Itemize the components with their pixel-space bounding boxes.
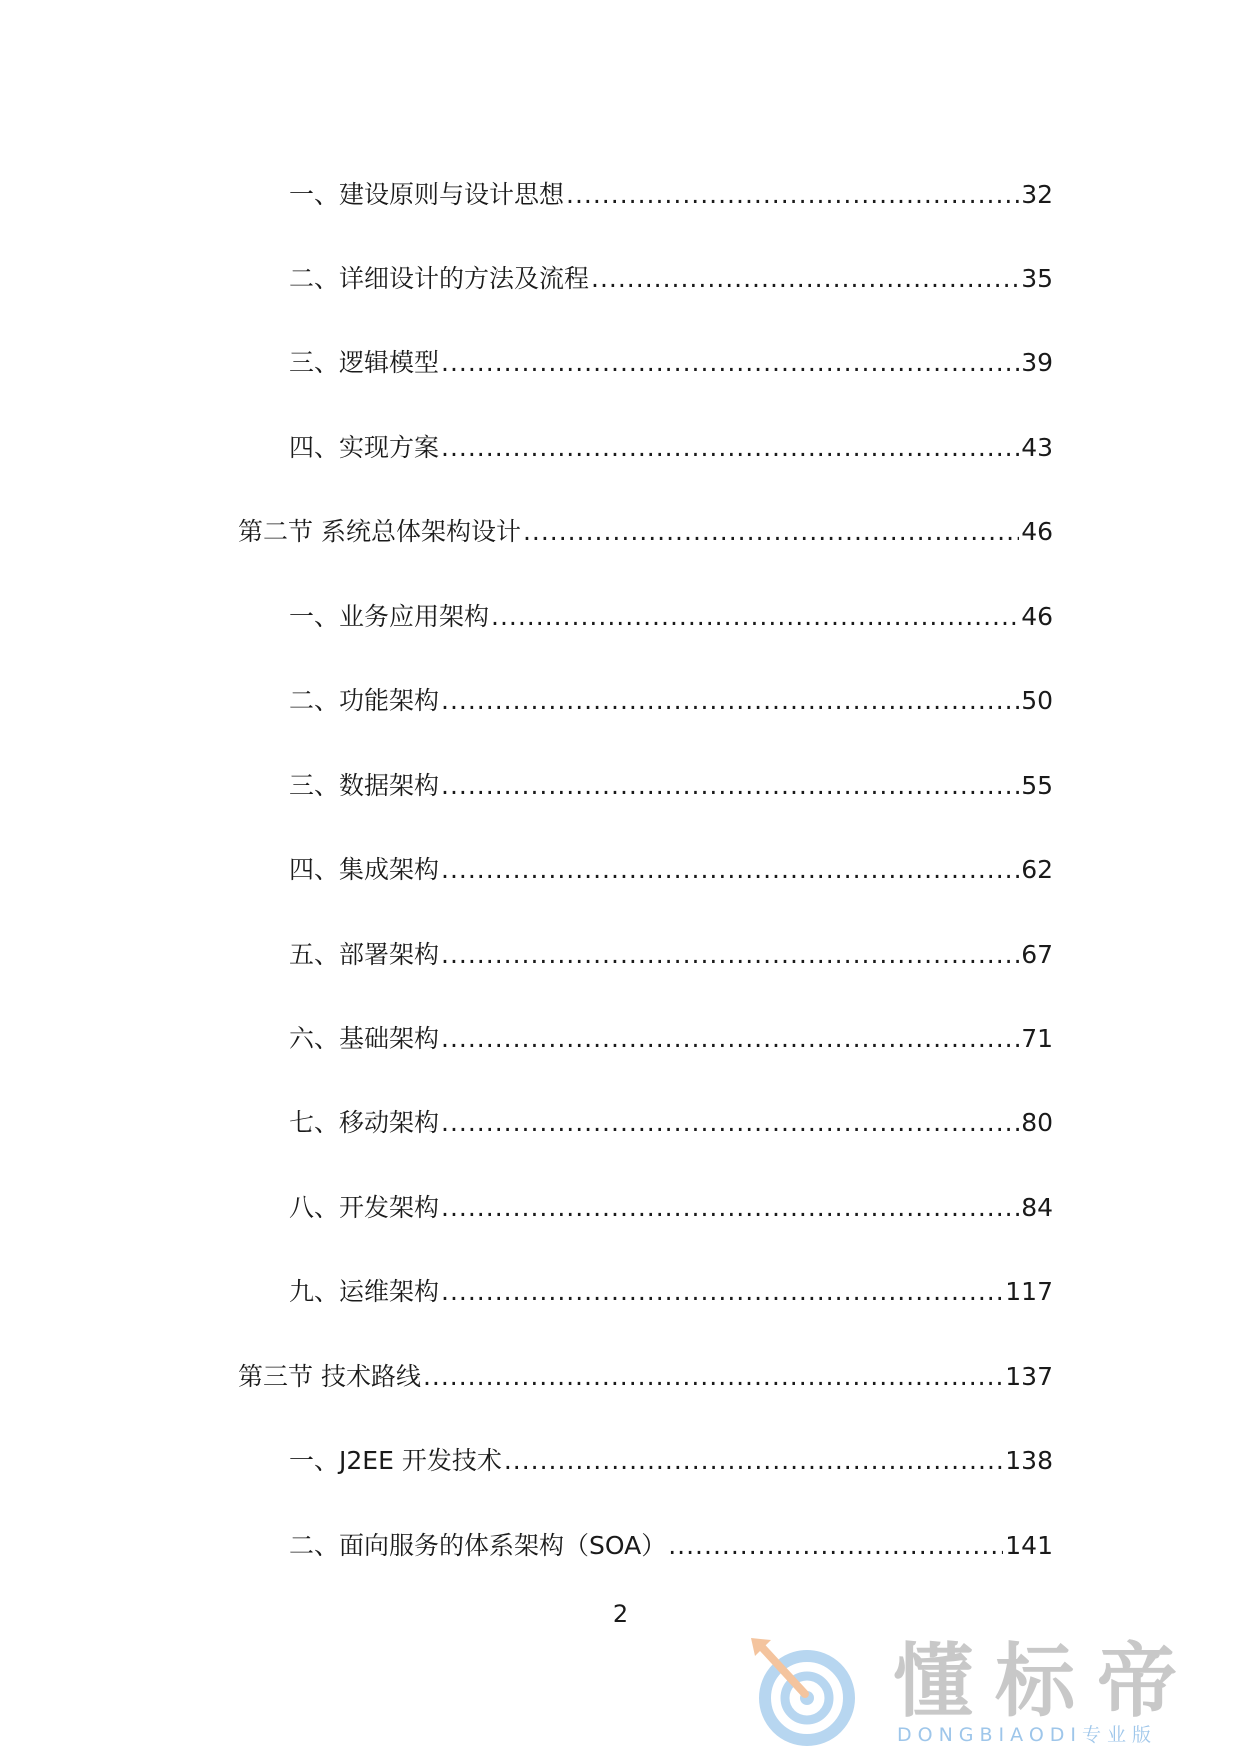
toc-dot-leader (591, 262, 1019, 296)
toc-entry-label: 一、业务应用架构 (289, 602, 490, 631)
toc-dot-leader (441, 1275, 1003, 1309)
toc-dot-leader (441, 1106, 1019, 1140)
toc-entry-label: 九、运维架构 (289, 1277, 440, 1306)
toc-dot-leader (441, 431, 1019, 465)
toc-entry-label: 一、J2EE 开发技术 (289, 1446, 502, 1475)
toc-entry[interactable] (289, 684, 1053, 718)
toc-entry[interactable] (289, 1444, 1053, 1478)
toc-entry-page: 117 (1005, 1277, 1053, 1306)
toc-entry[interactable] (289, 1191, 1053, 1225)
watermark (745, 1636, 1215, 1748)
watermark-title: 懂标帝 (893, 1635, 1199, 1728)
toc-dot-leader (441, 1022, 1019, 1056)
toc-entry-page: 32 (1021, 180, 1053, 209)
toc-entry[interactable] (289, 1529, 1053, 1563)
toc-entry-page: 141 (1005, 1531, 1053, 1560)
target-arrow-icon (745, 1636, 865, 1748)
toc-entry[interactable] (289, 178, 1053, 212)
toc-entry-page: 137 (1005, 1362, 1053, 1391)
toc-entry[interactable] (289, 431, 1053, 465)
toc-entry[interactable] (289, 600, 1053, 634)
toc-entry-label: 三、逻辑模型 (289, 348, 440, 377)
toc-entry-label: 六、基础架构 (289, 1024, 440, 1053)
toc-entry-page: 84 (1021, 1193, 1053, 1222)
toc-entry[interactable] (289, 1106, 1053, 1140)
toc-entry-label: 二、功能架构 (289, 686, 440, 715)
toc-dot-leader (668, 1529, 1003, 1563)
toc-entry-label: 第二节 系统总体架构设计 (238, 517, 521, 546)
toc-entry-label: 四、实现方案 (289, 433, 440, 462)
toc-entry-page: 67 (1021, 940, 1053, 969)
toc-entry-label: 二、详细设计的方法及流程 (289, 264, 590, 293)
toc-entry[interactable] (289, 1022, 1053, 1056)
page-number: 2 (612, 1600, 629, 1628)
toc-entry-page: 39 (1021, 348, 1053, 377)
toc-dot-leader (441, 1191, 1019, 1225)
toc-section-entry[interactable] (238, 1360, 1053, 1394)
toc-dot-leader (441, 346, 1019, 380)
toc-entry-label: 一、建设原则与设计思想 (289, 180, 565, 209)
watermark-subtitle: DONGBIAODI专业版 (897, 1724, 1158, 1746)
toc-dot-leader (441, 684, 1019, 718)
toc-entry-page: 80 (1021, 1108, 1053, 1137)
toc-entry-page: 138 (1005, 1446, 1053, 1475)
toc-entry[interactable] (289, 1275, 1053, 1309)
toc-entry-page: 71 (1021, 1024, 1053, 1053)
toc-entry-label: 五、部署架构 (289, 940, 440, 969)
toc-entry[interactable] (289, 769, 1053, 803)
toc-entry-page: 35 (1021, 264, 1053, 293)
toc-dot-leader (504, 1444, 1003, 1478)
toc-entry-label: 第三节 技术路线 (238, 1362, 421, 1391)
toc-entry-label: 三、数据架构 (289, 771, 440, 800)
toc-entry-page: 46 (1021, 517, 1053, 546)
toc-dot-leader (566, 178, 1019, 212)
toc-dot-leader (441, 938, 1019, 972)
toc-entry-page: 50 (1021, 686, 1053, 715)
toc-entry-page: 43 (1021, 433, 1053, 462)
toc-dot-leader (491, 600, 1019, 634)
toc-section-entry[interactable] (238, 515, 1053, 549)
toc-entry-label: 七、移动架构 (289, 1108, 440, 1137)
toc-entry-label: 二、面向服务的体系架构（SOA） (289, 1531, 667, 1560)
toc-dot-leader (423, 1360, 1003, 1394)
toc-entry-label: 四、集成架构 (289, 855, 440, 884)
toc-entry-page: 55 (1021, 771, 1053, 800)
toc-entry[interactable] (289, 853, 1053, 887)
toc-dot-leader (441, 853, 1019, 887)
toc-dot-leader (523, 515, 1019, 549)
toc-entry[interactable] (289, 346, 1053, 380)
toc-entry[interactable] (289, 938, 1053, 972)
toc-dot-leader (441, 769, 1019, 803)
toc-entry-page: 46 (1021, 602, 1053, 631)
toc-entry-label: 八、开发架构 (289, 1193, 440, 1222)
toc-entry-page: 62 (1021, 855, 1053, 884)
toc-entry[interactable] (289, 262, 1053, 296)
